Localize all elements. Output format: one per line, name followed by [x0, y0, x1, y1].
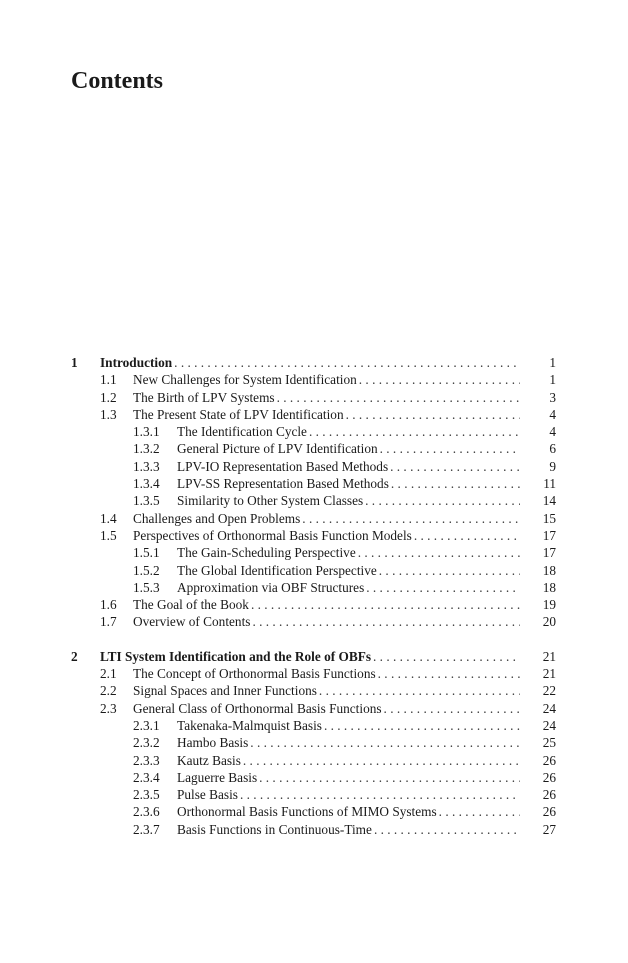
dot-leader [365, 492, 520, 509]
dot-leader [384, 700, 520, 717]
toc-entry-page: 3 [549, 389, 556, 405]
page-title: Contents [71, 68, 164, 94]
dot-leader [251, 596, 520, 613]
toc-entry-page: 20 [542, 614, 556, 630]
toc-section-entry[interactable] [71, 700, 556, 717]
toc-entry-page: 22 [542, 683, 556, 699]
toc-entry-label: Pulse Basis [177, 787, 238, 803]
toc-section-entry[interactable] [71, 665, 556, 682]
toc-entry-number: 2.3.2 [133, 735, 160, 751]
toc-entry-label: The Goal of the Book [133, 597, 249, 613]
toc-entry-page: 1 [549, 372, 556, 388]
toc-section-entry[interactable] [71, 510, 556, 527]
toc-section-entry[interactable] [71, 596, 556, 613]
dot-leader [243, 752, 520, 769]
dot-leader [250, 734, 520, 751]
toc-entry-label: Orthonormal Basis Functions of MIMO Systems [177, 804, 437, 820]
toc-entry-page: 1 [549, 355, 556, 370]
toc-subsection-entry[interactable] [71, 458, 556, 475]
toc-entry-page: 18 [542, 579, 556, 595]
toc-entry-label: The Global Identification Perspective [177, 562, 377, 578]
toc-entry-label: Perspectives of Orthonormal Basis Function Models [133, 527, 412, 543]
toc-subsection-entry[interactable] [71, 440, 556, 457]
toc-entry-label: Signal Spaces and Inner Functions [133, 683, 317, 699]
toc-entry-page: 21 [542, 666, 556, 682]
dot-leader [380, 440, 520, 457]
toc-entry-page: 26 [542, 804, 556, 820]
toc-subsection-entry[interactable] [71, 544, 556, 561]
dot-leader [259, 769, 520, 786]
toc-section-entry[interactable] [71, 613, 556, 630]
toc-subsection-entry[interactable] [71, 752, 556, 769]
dot-leader [324, 717, 520, 734]
toc-entry-page: 21 [542, 648, 556, 664]
toc-entry-label: Challenges and Open Problems [133, 510, 301, 526]
toc-entry-label: General Picture of LPV Identification [177, 441, 378, 457]
toc-entry-number: 1.3.2 [133, 441, 160, 457]
toc-entry-label: The Birth of LPV Systems [133, 389, 275, 405]
toc-entry-label: Approximation via OBF Structures [177, 579, 365, 595]
toc-subsection-entry[interactable] [71, 579, 556, 596]
toc-entry-number: 2.2 [100, 683, 117, 699]
toc-entry-number: 2.3.5 [133, 787, 160, 803]
toc-subsection-entry[interactable] [71, 734, 556, 751]
toc-entry-page: 25 [542, 735, 556, 751]
toc-entry-page: 6 [549, 441, 556, 457]
toc-entry-label: Kautz Basis [177, 752, 241, 768]
toc-entry-number: 1.5.3 [133, 579, 160, 595]
toc-entry-number: 1.6 [100, 597, 117, 613]
toc-subsection-entry[interactable] [71, 475, 556, 492]
dot-leader [252, 613, 520, 630]
toc-entry-number: 2.3.7 [133, 821, 160, 837]
toc-entry-number: 1.3 [100, 406, 117, 422]
toc-entry-label: LTI System Identification and the Role of OBFs [100, 648, 372, 664]
toc-entry-page: 4 [549, 406, 556, 422]
toc-section-entry[interactable] [71, 527, 556, 544]
toc-entry-label: Hambo Basis [177, 735, 249, 751]
toc-section-entry[interactable] [71, 389, 556, 406]
toc-subsection-entry[interactable] [71, 717, 556, 734]
toc-entry-number: 2.3 [100, 700, 117, 716]
toc-entry-number: 2.3.1 [133, 717, 160, 733]
toc-entry-label: The Gain-Scheduling Perspective [177, 545, 356, 561]
dot-leader [240, 786, 520, 803]
toc-entry-number: 1 [71, 355, 78, 370]
toc-entry-label: LPV-SS Representation Based Methods [177, 476, 389, 492]
toc-entry-label: The Concept of Orthonormal Basis Functions [133, 666, 376, 682]
dot-leader [373, 648, 520, 665]
toc-entry-number: 2.3.3 [133, 752, 160, 768]
toc-section-entry[interactable] [71, 406, 556, 423]
toc-entry-number: 1.2 [100, 389, 117, 405]
dot-leader [358, 544, 520, 561]
toc-entry-label: LPV-IO Representation Based Methods [177, 458, 389, 474]
toc-subsection-entry[interactable] [71, 803, 556, 820]
dot-leader [277, 389, 520, 406]
toc-entry-number: 2.3.6 [133, 804, 160, 820]
toc-entry-number: 1.4 [100, 510, 117, 526]
toc-subsection-entry[interactable] [71, 786, 556, 803]
dot-leader [174, 354, 520, 371]
toc-section-entry[interactable] [71, 371, 556, 388]
toc-entry-label: Introduction [100, 355, 173, 370]
toc-entry-label: Overview of Contents [133, 614, 251, 630]
toc-entry-page: 26 [542, 769, 556, 785]
toc-entry-number: 2.1 [100, 666, 117, 682]
dot-leader [374, 821, 520, 838]
toc-entry-label: New Challenges for System Identification [133, 372, 357, 388]
toc-entry-number: 2.3.4 [133, 769, 160, 785]
toc-entry-page: 4 [549, 424, 556, 440]
toc-entry-page: 17 [542, 545, 556, 561]
toc-entry-label: Laguerre Basis [177, 769, 258, 785]
dot-leader [359, 371, 520, 388]
dot-leader [366, 579, 520, 596]
toc-entry-label: Basis Functions in Continuous-Time [177, 821, 372, 837]
toc-entry-number: 1.3.5 [133, 493, 160, 509]
toc-chapter-entry[interactable] [71, 648, 556, 665]
dot-leader [414, 527, 520, 544]
toc-entry-page: 9 [549, 458, 556, 474]
toc-entry-page: 15 [542, 510, 556, 526]
dot-leader [309, 423, 520, 440]
toc-entry-page: 24 [542, 700, 556, 716]
toc-entry-number: 1.5.2 [133, 562, 160, 578]
toc-entry-label: Similarity to Other System Classes [177, 493, 364, 509]
toc-entry-page: 19 [542, 597, 556, 613]
toc-entry-label: Takenaka-Malmquist Basis [177, 717, 322, 733]
toc-entry-page: 24 [542, 717, 556, 733]
dot-leader [302, 510, 520, 527]
toc-subsection-entry[interactable] [71, 492, 556, 509]
toc-entry-page: 27 [542, 821, 556, 837]
toc-entry-page: 17 [542, 527, 556, 543]
toc-entry-number: 1.5 [100, 527, 117, 543]
toc-entry-number: 1.3.3 [133, 458, 160, 474]
toc-entry-page: 14 [542, 493, 556, 509]
toc-entry-label: General Class of Orthonormal Basis Functions [133, 700, 382, 716]
toc-entry-number: 1.3.1 [133, 424, 160, 440]
dot-leader [346, 406, 520, 423]
toc-entry-page: 26 [542, 752, 556, 768]
toc-subsection-entry[interactable] [71, 821, 556, 838]
toc-entry-number: 1.1 [100, 372, 117, 388]
toc-entry-page: 26 [542, 787, 556, 803]
dot-leader [378, 665, 520, 682]
table-of-contents [71, 354, 556, 838]
dot-leader [391, 475, 520, 492]
toc-entry-label: The Present State of LPV Identification [133, 406, 344, 422]
toc-entry-number: 1.5.1 [133, 545, 160, 561]
toc-subsection-entry[interactable] [71, 769, 556, 786]
toc-entry-number: 1.7 [100, 614, 117, 630]
toc-entry-number: 2 [71, 648, 78, 664]
toc-chapter-entry[interactable] [71, 354, 556, 371]
toc-section-entry[interactable] [71, 682, 556, 699]
dot-leader [439, 803, 520, 820]
toc-entry-label: The Identification Cycle [177, 424, 307, 440]
toc-subsection-entry[interactable] [71, 423, 556, 440]
dot-leader [390, 458, 520, 475]
toc-entry-page: 18 [542, 562, 556, 578]
toc-subsection-entry[interactable] [71, 562, 556, 579]
toc-entry-page: 11 [543, 476, 556, 492]
toc-entry-number: 1.3.4 [133, 476, 160, 492]
dot-leader [379, 562, 520, 579]
dot-leader [319, 682, 520, 699]
